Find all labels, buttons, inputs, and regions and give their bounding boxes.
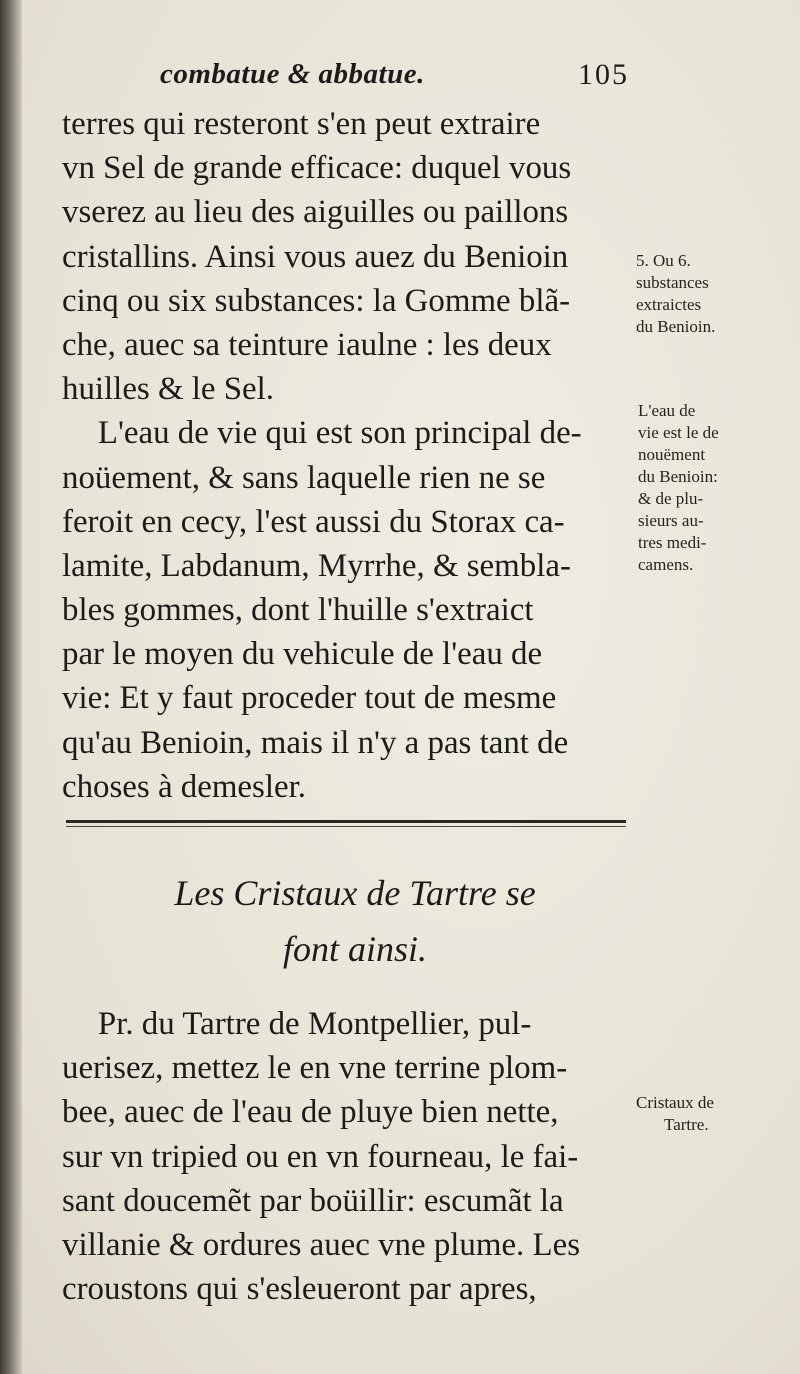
main-text-paragraph-1 <box>62 102 642 809</box>
text-line: vie: Et y faut proceder tout de mesme <box>62 680 557 717</box>
margin-note-substances <box>636 250 776 338</box>
text-line: che, auec sa teinture iaulne : les deux <box>62 326 552 363</box>
text-line: bles gommes, dont l'huille s'extraict <box>62 592 534 629</box>
section-divider-rule <box>66 820 626 823</box>
text-line: feroit en cecy, l'est aussi du Storax ca- <box>62 503 565 540</box>
margin-note-line: nouëment <box>638 445 706 464</box>
text-line: terres qui resteront s'en peut extraire <box>62 106 541 142</box>
text-line: huilles & le Sel. <box>62 371 275 408</box>
text-line: uerisez, mettez le en vne terrine plom- <box>62 1050 568 1087</box>
text-line: sant doucemẽt par boüillir: escumãt la <box>62 1182 564 1219</box>
margin-note-line: camens. <box>638 555 694 574</box>
text-line: cristallins. Ainsi vous auez du Benioin <box>62 238 569 275</box>
text-line: noüement, & sans laquelle rien ne se <box>62 459 546 496</box>
text-line: sur vn tripied ou en vn fourneau, le fai- <box>62 1138 579 1175</box>
margin-note-line: du Benioin. <box>636 317 716 336</box>
page-gutter-shadow <box>0 0 22 1374</box>
margin-note-line: substances <box>636 273 709 292</box>
margin-note-cristaux <box>636 1092 776 1136</box>
margin-note-line: L'eau de <box>638 401 696 420</box>
text-line: bee, auec de l'eau de pluye bien nette, <box>62 1094 559 1131</box>
text-line: villanie & ordures auec vne plume. Les <box>62 1226 581 1263</box>
main-text-paragraph-2 <box>62 1002 642 1311</box>
margin-note-line: du Benioin: <box>638 467 718 486</box>
text-line: croustons qui s'esleueront par apres, <box>62 1271 537 1308</box>
text-line: vn Sel de grande efficace: duquel vous <box>62 150 572 187</box>
text-line: cinq ou six substances: la Gomme blã- <box>62 282 571 319</box>
text-line: Pr. du Tartre de Montpellier, pul- <box>97 1006 532 1042</box>
margin-note-line: 5. Ou 6. <box>636 251 691 270</box>
section-divider-rule-thin <box>66 826 626 827</box>
text-line: L'eau de vie qui est son principal de- <box>97 415 582 452</box>
text-line: vserez au lieu des aiguilles ou paillons <box>62 194 569 231</box>
text-line: lamite, Labdanum, Myrrhe, & sembla- <box>62 547 571 584</box>
section-heading <box>60 865 650 977</box>
page-number: 105 <box>578 58 629 91</box>
margin-note-line: & de plu- <box>638 489 704 508</box>
margin-note-line: Cristaux de <box>636 1093 714 1112</box>
running-head <box>160 58 630 98</box>
margin-note-line: extraictes <box>636 295 702 314</box>
running-head-title: combatue & abbatue. <box>160 58 425 90</box>
margin-note-line: sieurs au- <box>638 511 704 530</box>
text-line: qu'au Benioin, mais il n'y a pas tant de <box>62 724 569 761</box>
margin-note-line: tres medi- <box>638 533 707 552</box>
text-line: par le moyen du vehicule de l'eau de <box>62 636 543 673</box>
text-line: choses à demesler. <box>62 768 306 805</box>
margin-note-line: Tartre. <box>664 1115 709 1134</box>
margin-note-eau-de-vie <box>638 400 778 576</box>
section-heading-line-2: font ainsi. <box>282 929 428 969</box>
margin-note-line: vie est le de <box>638 423 719 442</box>
section-heading-line-1: Les Cristaux de Tartre se <box>174 873 536 913</box>
